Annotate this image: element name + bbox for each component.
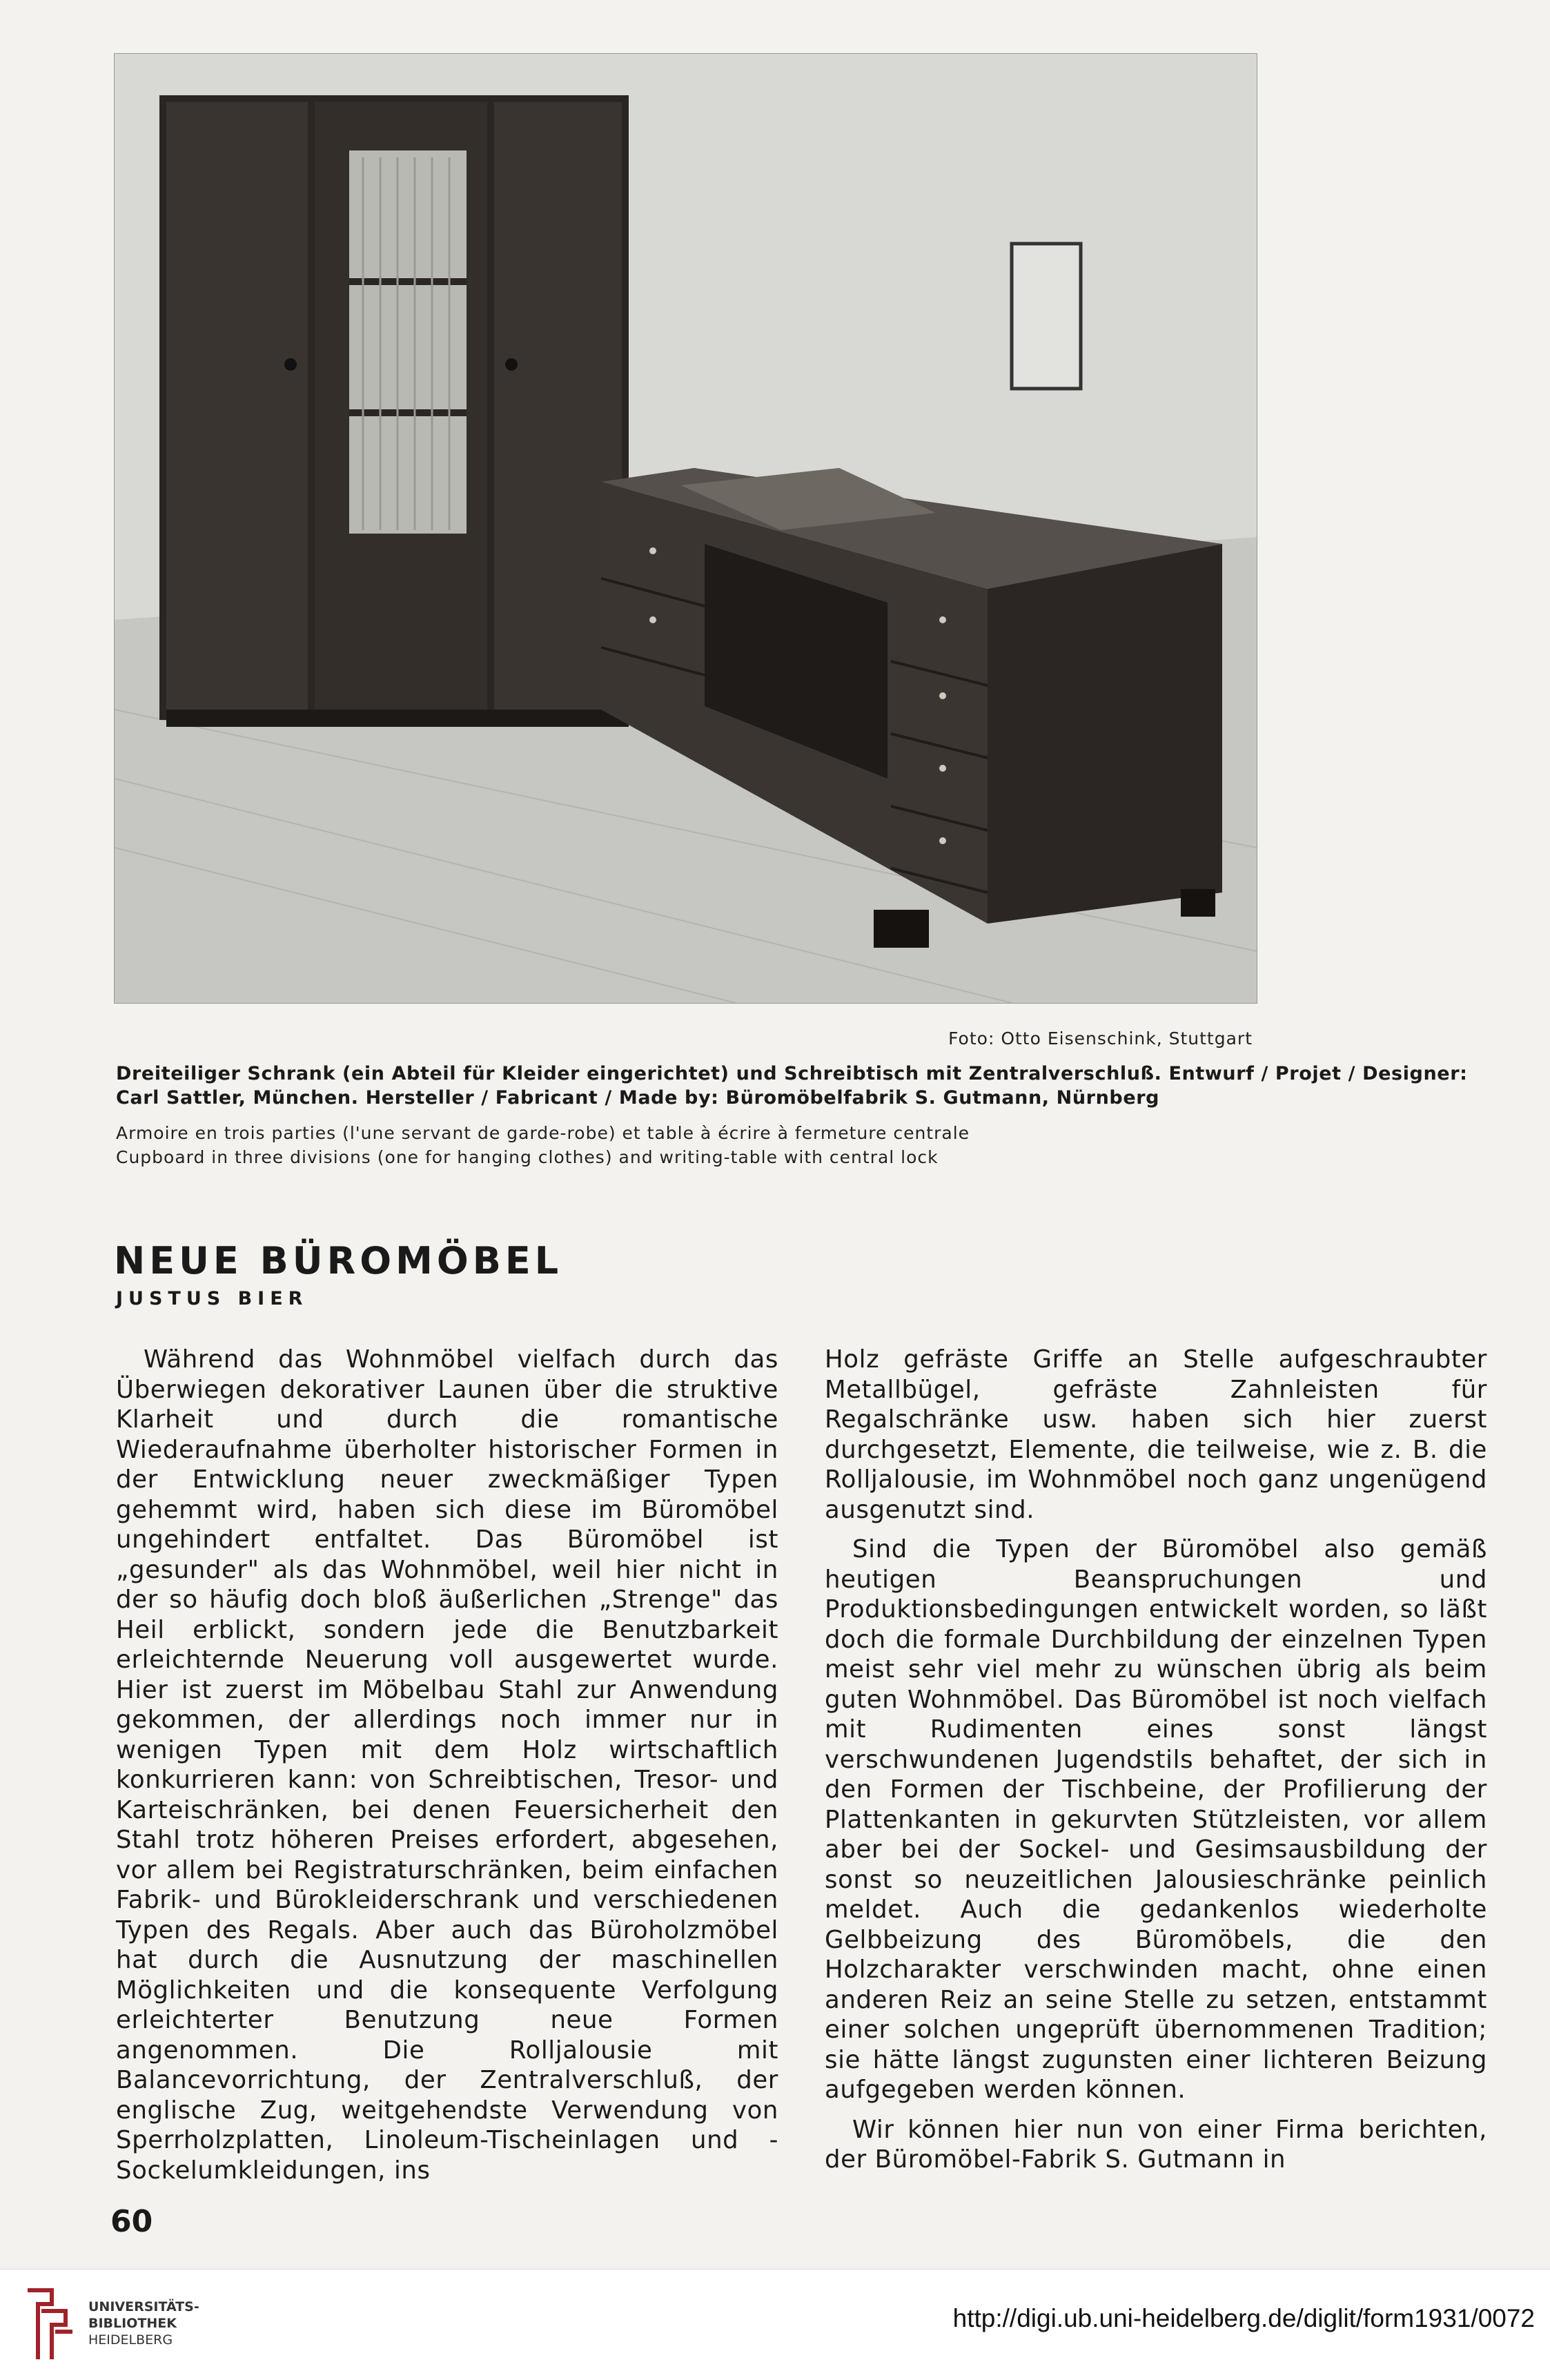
caption-description bbox=[116, 1062, 1489, 1110]
library-logo-icon bbox=[21, 2283, 76, 2366]
caption-line-2: Carl Sattler, München. Hersteller / Fabricant / Made by: Büromöbelfabrik S. Gutmann, Nürnberg bbox=[116, 1087, 1160, 1109]
article-author: JUSTUS BIER bbox=[116, 1288, 308, 1309]
caption-line-1: Dreiteiliger Schrank (ein Abteil für Kleider eingerichtet) und Schreibtisch mit Zentralverschluß. Entwurf / Projet / Designer: bbox=[116, 1063, 1468, 1084]
photo-credit: Foto: Otto Eisenschink, Stuttgart bbox=[948, 1028, 1253, 1048]
source-url-link[interactable]: http://digi.ub.uni-heidelberg.de/diglit/form1931/0072 bbox=[952, 2304, 1535, 2332]
paragraph: Holz gefräste Griffe an Stelle aufgeschraubter Metallbügel, gefräste Zahnleisten für Regalschränke usw. haben sich hier zuerst durchgesetzt, Elemente, die teilweise, wie z. B. die Rolljalousie, im Wohnmöbel noch ganz ungenügend ausgenutzt sind. bbox=[825, 1345, 1487, 1524]
article-title: NEUE BÜROMÖBEL bbox=[114, 1239, 563, 1282]
paragraph: Wir können hier nun von einer Firma berichten, der Büromöbel-Fabrik S. Gutmann in bbox=[825, 2115, 1487, 2174]
photo-illustration bbox=[115, 54, 1257, 1003]
caption-french: Armoire en trois parties (l'une servant de garde-robe) et table à écrire à fermeture centrale bbox=[116, 1123, 970, 1143]
paragraph: Sind die Typen der Büromöbel also gemäß heutigen Beanspruchungen und Produktionsbedingungen entwickelt worden, so läßt doch die formale Durchbildung der einzelnen Typen meist sehr viel mehr zu wünschen übrig als beim guten Wohnmöbel. Das Büromöbel ist noch vielfach mit Rudimenten eines sonst längst verschwundenen Jugendstils behaftet, der sich in den Formen der Tischbeine, der Profilierung der Plattenkanten in gekurvten Stützleisten, vor allem aber bei der Sockel- und Gesimsausbildung der sonst so neuzeitlichen Jalousieschränke peinlich meldet. Auch die gedankenlos wiederholte Gelbbeizung des Büromöbels, die den Holzcharakter verschwinden macht, ohne einen anderen Reiz an seine Stelle zu setzen, entstammt einer solchen ungeprüft übernommenen Tradition; sie hätte längst zugunsten einer lichteren Beizung aufgegeben werden können. bbox=[825, 1535, 1487, 2104]
library-name bbox=[88, 2299, 199, 2348]
library-footer bbox=[0, 2269, 1550, 2380]
article-column-right bbox=[825, 1345, 1487, 2175]
library-name-line-1: UNIVERSITÄTS- bbox=[88, 2299, 199, 2314]
caption-english: Cupboard in three divisions (one for hanging clothes) and writing-table with central lock bbox=[116, 1147, 939, 1167]
furniture-photo bbox=[114, 53, 1257, 1004]
library-name-line-3: HEIDELBERG bbox=[88, 2332, 173, 2348]
article-column-left bbox=[116, 1345, 778, 2185]
library-name-line-2: BIBLIOTHEK bbox=[88, 2316, 177, 2331]
page-number: 60 bbox=[110, 2204, 153, 2239]
paragraph: Während das Wohnmöbel vielfach durch das Überwiegen dekorativer Launen über die struktive Klarheit und durch die romantische Wiederaufnahme überholter historischer Formen in der Entwicklung neuer zweckmäßiger Typen gehemmt wird, haben sich diese im Büromöbel ungehindert entfaltet. Das Büromöbel ist „gesunder" als das Wohnmöbel, weil hier nicht in der so häufig doch bloß äußerlichen „Strenge" das Heil erblickt, sondern jede die Benutzbarkeit erleichternde Neuerung voll ausgewertet wurde. Hier ist zuerst im Möbelbau Stahl zur Anwendung gekommen, der allerdings noch immer nur in wenigen Typen mit dem Holz wirtschaftlich konkurrieren kann: von Schreibtischen, Tresor- und Karteischränken, bei denen Feuersicherheit den Stahl trotz höheren Preises erfordert, abgesehen, vor allem bei Registraturschränken, beim einfachen Fabrik- und Bürokleiderschrank und verschiedenen Typen des Regals. Aber auch das Büroholzmöbel hat durch die Ausnutzung der maschinellen Möglichkeiten und die konsequente Verfolgung erleichterter Benutzung neue Formen angenommen. Die Rolljalousie mit Balancevorrichtung, der Zentralverschluß, der englische Zug, weitgehendste Verwendung von Sperrholzplatten, Linoleum-Tischeinlagen und -Sockelumkleidungen, ins bbox=[116, 1345, 778, 2185]
